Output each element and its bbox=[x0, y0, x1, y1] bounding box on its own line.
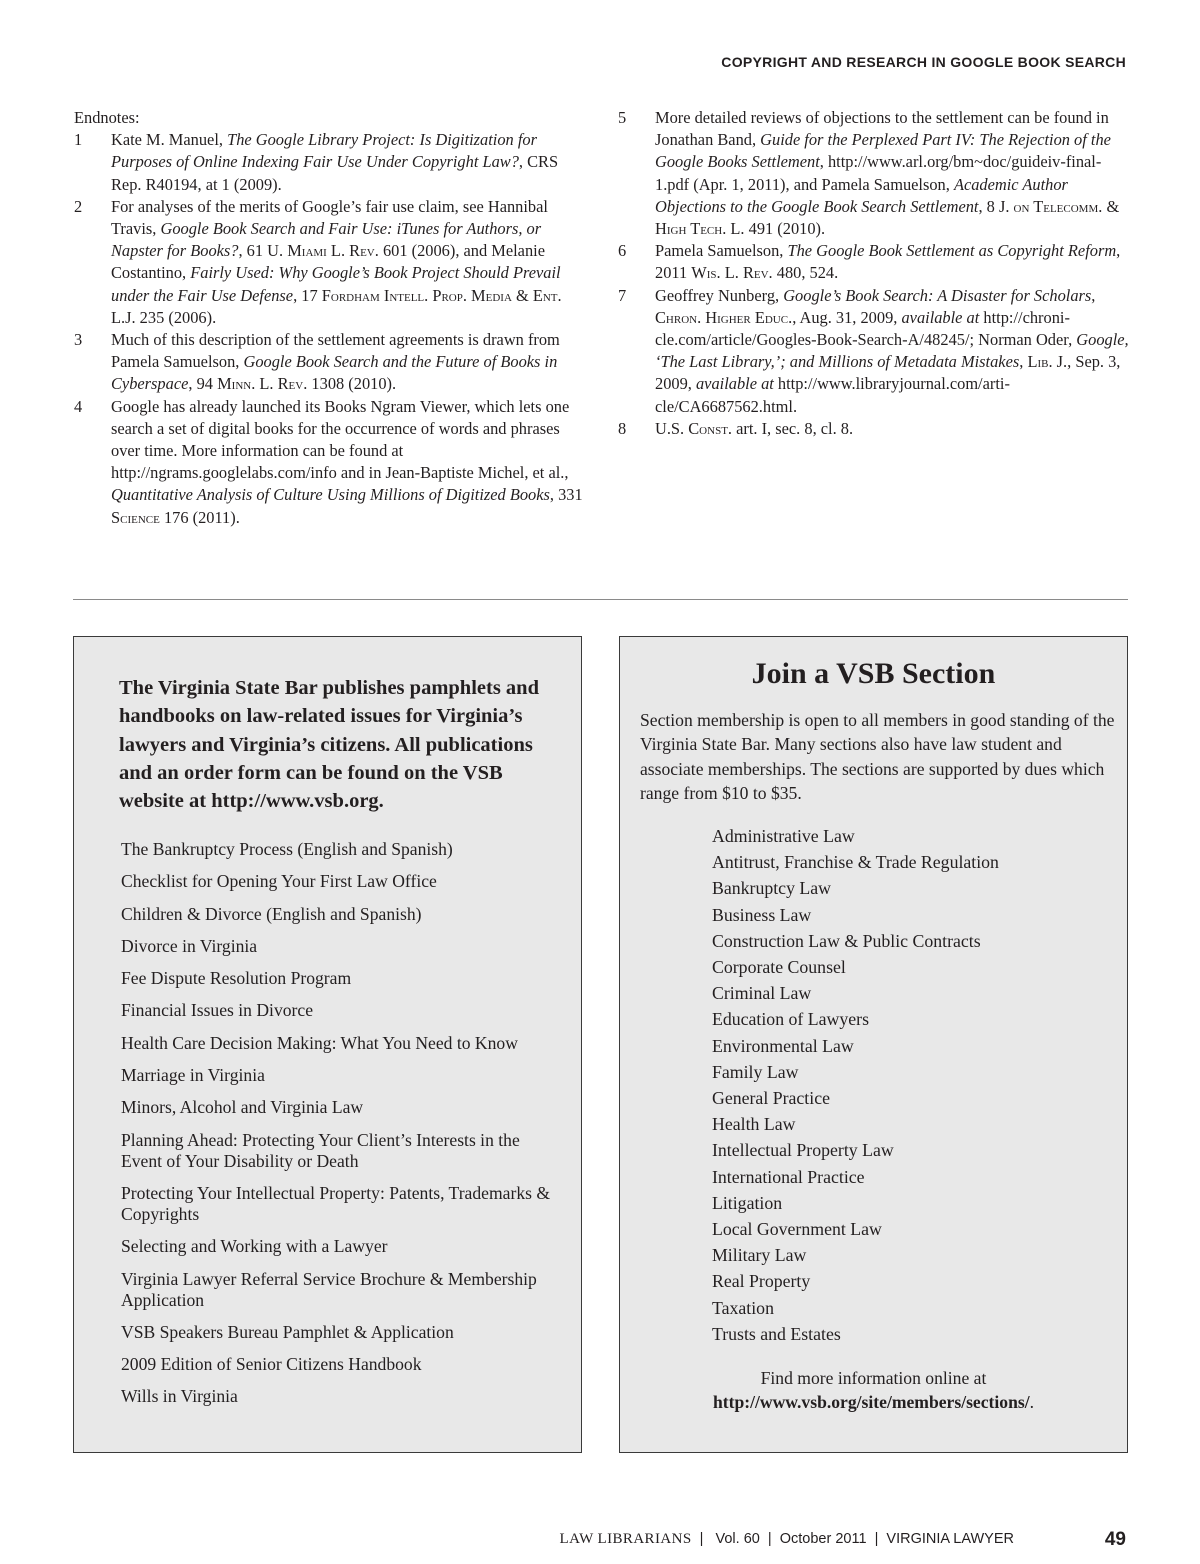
endnote-segment: available at bbox=[695, 374, 774, 394]
endnote-segment: The Google Library Project: Is Digitization for Purposes of Online Indexing Fair Use Under Copyright Law? bbox=[111, 130, 537, 172]
endnote-item bbox=[618, 107, 1130, 240]
section-item: Litigation bbox=[712, 1192, 783, 1213]
endnote-segment: Science bbox=[111, 507, 160, 527]
endnote-segment: Wis. bbox=[691, 263, 721, 283]
running-head: COPYRIGHT AND RESEARCH IN GOOGLE BOOK SEARCH bbox=[721, 54, 1126, 70]
endnote-segment: , bbox=[1091, 285, 1096, 305]
endnote-segment: J., Sep. 3, 2009, bbox=[655, 352, 1121, 394]
footer-publication: VIRGINIA LAWYER bbox=[886, 1531, 1014, 1547]
endnote-segment: Minn. bbox=[217, 374, 256, 394]
endnote-item bbox=[74, 196, 586, 329]
section-item: Bankruptcy Law bbox=[712, 878, 831, 899]
endnote-number: 5 bbox=[618, 108, 627, 127]
endnote-item bbox=[618, 418, 1130, 440]
section-item: Environmental Law bbox=[712, 1035, 854, 1056]
endnote-segment: L. bbox=[326, 241, 350, 261]
publication-item: Minors, Alcohol and Virginia Law bbox=[121, 1097, 364, 1118]
section-item: International Practice bbox=[712, 1166, 865, 1187]
endnote-segment: Lib. bbox=[1027, 352, 1053, 372]
sections-more-info bbox=[620, 1366, 1127, 1415]
endnote-segment: available at bbox=[901, 307, 980, 327]
endnote-segment: Google Book Search and Fair Use: iTunes for Authors, or Napster for Books? bbox=[111, 219, 542, 261]
section-item: Family Law bbox=[712, 1061, 799, 1082]
endnote-segment: Rev. bbox=[742, 263, 773, 283]
sections-list bbox=[712, 823, 999, 1347]
publication-item: VSB Speakers Bureau Pamphlet & Application bbox=[121, 1321, 454, 1342]
section-item: Antitrust, Franchise & Trade Regulation bbox=[712, 852, 999, 873]
endnote-segment: 601 (2006), and Melanie Costantino, bbox=[111, 241, 545, 283]
endnotes-right-column bbox=[618, 107, 1130, 440]
endnote-segment: Rev. bbox=[349, 241, 379, 261]
page-number: 49 bbox=[1104, 1529, 1126, 1550]
section-item: Education of Lawyers bbox=[712, 1009, 870, 1030]
sections-title: Join a VSB Section bbox=[751, 657, 996, 690]
footer-sep-1: | bbox=[695, 1531, 712, 1547]
section-item: Local Government Law bbox=[712, 1219, 882, 1240]
section-item: Real Property bbox=[712, 1271, 811, 1292]
endnotes-list-right bbox=[618, 107, 1130, 440]
endnote-segment: U.S. bbox=[655, 418, 689, 438]
endnote-segment: , Aug. 31, 2009, bbox=[792, 307, 902, 327]
section-item: Taxation bbox=[712, 1297, 774, 1318]
endnote-segment: For analyses of the merits of Google’s fair use claim, see Hannibal Travis, bbox=[111, 196, 548, 239]
endnote-segment: Google, ‘The Last Library,’; and Millions of Metadata Mistakes bbox=[655, 330, 1129, 372]
endnote-segment: More detailed reviews of objections to the settlement can be found in Jonathan Band, bbox=[655, 108, 1109, 150]
endnote-segment: The Google Book Settlement as Copyright Reform bbox=[787, 241, 1117, 261]
publication-item: Wills in Virginia bbox=[121, 1386, 238, 1407]
section-item: Construction Law & Public Contracts bbox=[712, 930, 981, 951]
endnote-segment: L.J. 235 (2006). bbox=[111, 307, 217, 327]
endnote-text bbox=[655, 285, 1130, 418]
section-item: General Practice bbox=[712, 1088, 830, 1109]
footer-sep-2: | bbox=[763, 1531, 776, 1547]
endnote-segment: 1308 (2010). bbox=[307, 374, 397, 394]
endnote-item bbox=[618, 240, 1130, 284]
publication-item: Virginia Lawyer Referral Service Brochure & Membership Application bbox=[121, 1268, 537, 1310]
endnotes-heading: Endnotes: bbox=[74, 108, 140, 127]
endnote-segment: , 61 U. bbox=[238, 241, 288, 261]
endnote-segment: Google Book Search and the Future of Books in Cyberspace bbox=[111, 352, 558, 394]
endnote-segment: L. bbox=[720, 263, 743, 283]
endnote-segment: 480, 524. bbox=[772, 263, 839, 283]
endnote-number: 1 bbox=[74, 130, 83, 150]
endnote-text bbox=[655, 107, 1130, 240]
publication-item: Protecting Your Intellectual Property: Patents, Trademarks & Copyrights bbox=[121, 1182, 551, 1224]
footer-section: LAW LIBRARIANS bbox=[559, 1531, 692, 1547]
publications-intro: The Virginia State Bar publishes pamphlets and handbooks on law-related issues for Virginia’s lawyers and Virginia’s citizens. All publications and an order form can be found on the VSB website at http://www.vsb.org. bbox=[119, 677, 539, 813]
section-item: Military Law bbox=[712, 1245, 807, 1266]
endnote-number: 2 bbox=[74, 196, 83, 216]
publication-item: Children & Divorce (English and Spanish) bbox=[121, 903, 422, 924]
endnotes-left-column bbox=[74, 107, 586, 529]
section-item: Criminal Law bbox=[712, 983, 812, 1004]
endnote-segment: on Telecomm. & High Tech. bbox=[655, 196, 1120, 239]
endnote-number: 4 bbox=[74, 396, 83, 416]
endnote-number: 7 bbox=[618, 285, 627, 305]
publication-item: Marriage in Virginia bbox=[121, 1065, 265, 1086]
publications-box bbox=[73, 636, 582, 1453]
endnote-segment: L. 491 (2010). bbox=[726, 219, 826, 239]
endnote-item bbox=[74, 396, 586, 529]
endnote-segment: , http://www.arl.org/bm~doc/guideiv-final-1.pdf (Apr. 1, 2011), and Pamela Samuelson, bbox=[655, 152, 1102, 194]
endnote-segment: http://www.libraryjournal.com/article/CA6687562.html. bbox=[655, 374, 1010, 416]
sections-intro: Section membership is open to all members in good standing of the Virginia State Bar. Many sections also have law student and associate memberships. The sections are supported by dues which range from $10 to $35. bbox=[640, 710, 1115, 804]
publication-item: The Bankruptcy Process (English and Spanish) bbox=[121, 839, 453, 859]
endnote-segment: Miami bbox=[287, 241, 327, 261]
endnote-item bbox=[74, 129, 586, 196]
section-item: Corporate Counsel bbox=[712, 957, 846, 978]
footer-volume: Vol. 60 bbox=[715, 1531, 760, 1547]
endnote-segment: Much of this description of the settlement agreements is drawn from Pamela Samuelson, bbox=[111, 330, 560, 372]
endnote-segment: L. bbox=[255, 374, 278, 394]
endnote-segment: Google’s Book Search: A Disaster for Scholars bbox=[783, 285, 1092, 305]
endnote-number: 3 bbox=[74, 330, 83, 350]
footer-sep-3: | bbox=[870, 1531, 883, 1547]
endnote-segment: Quantitative Analysis of Culture Using Millions of Digitized Books bbox=[111, 485, 550, 505]
endnote-segment: art. I, sec. 8, cl. 8. bbox=[732, 418, 854, 438]
section-item: Business Law bbox=[712, 904, 812, 925]
endnote-number: 6 bbox=[618, 241, 627, 261]
endnote-segment: Academic Author Objections to the Google Book Search Settlement bbox=[655, 174, 1068, 216]
endnote-segment: Guide for the Perplexed Part IV: The Rejection of the Google Books Settlement bbox=[655, 130, 1111, 172]
section-item: Intellectual Property Law bbox=[712, 1140, 894, 1161]
publication-item: Financial Issues in Divorce bbox=[121, 1000, 314, 1021]
endnote-number: 8 bbox=[618, 418, 627, 438]
section-item: Administrative Law bbox=[712, 826, 855, 846]
endnote-segment: http://chronicle.com/article/Googles-Book-Search-A/48245/; Norman Oder, bbox=[655, 307, 1077, 350]
publications-list bbox=[121, 839, 561, 1419]
endnote-segment: , bbox=[1019, 352, 1028, 372]
sections-box bbox=[619, 636, 1128, 1453]
publication-item: Selecting and Working with a Lawyer bbox=[121, 1236, 388, 1257]
endnote-segment: Pamela Samuelson, bbox=[655, 241, 788, 261]
endnote-segment: Chron. Higher Educ. bbox=[655, 307, 793, 327]
endnote-segment: 176 (2011). bbox=[159, 507, 240, 527]
endnote-text bbox=[111, 329, 586, 396]
publication-item: 2009 Edition of Senior Citizens Handbook bbox=[121, 1354, 422, 1375]
section-item: Trusts and Estates bbox=[712, 1323, 841, 1344]
endnote-segment: , CRS Rep. R40194, at 1 (2009). bbox=[111, 152, 559, 194]
section-divider bbox=[73, 599, 1128, 600]
publication-item: Planning Ahead: Protecting Your Client’s Interests in the Event of Your Disability or Death bbox=[121, 1129, 520, 1171]
endnotes-list-left bbox=[74, 129, 586, 529]
footer-date: October 2011 bbox=[779, 1531, 867, 1547]
page-footer bbox=[560, 1531, 1014, 1548]
endnote-segment: , 8 J. bbox=[978, 196, 1014, 216]
publication-item: Divorce in Virginia bbox=[121, 935, 258, 956]
endnote-item bbox=[74, 329, 586, 396]
endnote-segment: , 331 bbox=[549, 485, 583, 505]
endnote-text bbox=[111, 196, 586, 329]
endnote-text bbox=[655, 240, 1130, 284]
sections-url-suffix: . bbox=[1029, 1392, 1035, 1413]
sections-url-link[interactable]: http://www.vsb.org/site/members/sections/ bbox=[712, 1392, 1030, 1413]
publication-item: Fee Dispute Resolution Program bbox=[121, 968, 352, 989]
endnote-item bbox=[618, 285, 1130, 418]
endnote-segment: Google has already launched its Books Ngram Viewer, which lets one search a set of digital books for the occurrence of words and phrases over time. More information can be found at http://ngrams.googlelabs.com/info and in Jean-Baptiste Michel, et al., bbox=[111, 396, 570, 483]
endnote-segment: , 17 bbox=[293, 285, 322, 305]
endnote-text bbox=[655, 418, 1130, 440]
endnote-text bbox=[111, 396, 586, 529]
section-item: Health Law bbox=[712, 1114, 796, 1135]
endnote-segment: Fordham Intell. Prop. Media & Ent. bbox=[321, 285, 562, 305]
publication-item: Checklist for Opening Your First Law Office bbox=[121, 871, 437, 892]
endnote-segment: Rev. bbox=[277, 374, 308, 394]
endnote-segment: Geoffrey Nunberg, bbox=[655, 285, 784, 305]
endnote-segment: Fairly Used: Why Google’s Book Project Should Prevail under the Fair Use Defense bbox=[111, 263, 561, 305]
publication-item: Health Care Decision Making: What You Need to Know bbox=[121, 1032, 518, 1053]
endnote-text bbox=[111, 129, 586, 196]
sections-more-info-text: Find more information online at bbox=[760, 1368, 987, 1388]
endnote-segment: , 94 bbox=[188, 374, 218, 394]
endnote-segment: , 2011 bbox=[655, 241, 1121, 283]
endnote-segment: Kate M. Manuel, bbox=[111, 130, 228, 150]
endnote-segment: Const. bbox=[688, 418, 733, 438]
